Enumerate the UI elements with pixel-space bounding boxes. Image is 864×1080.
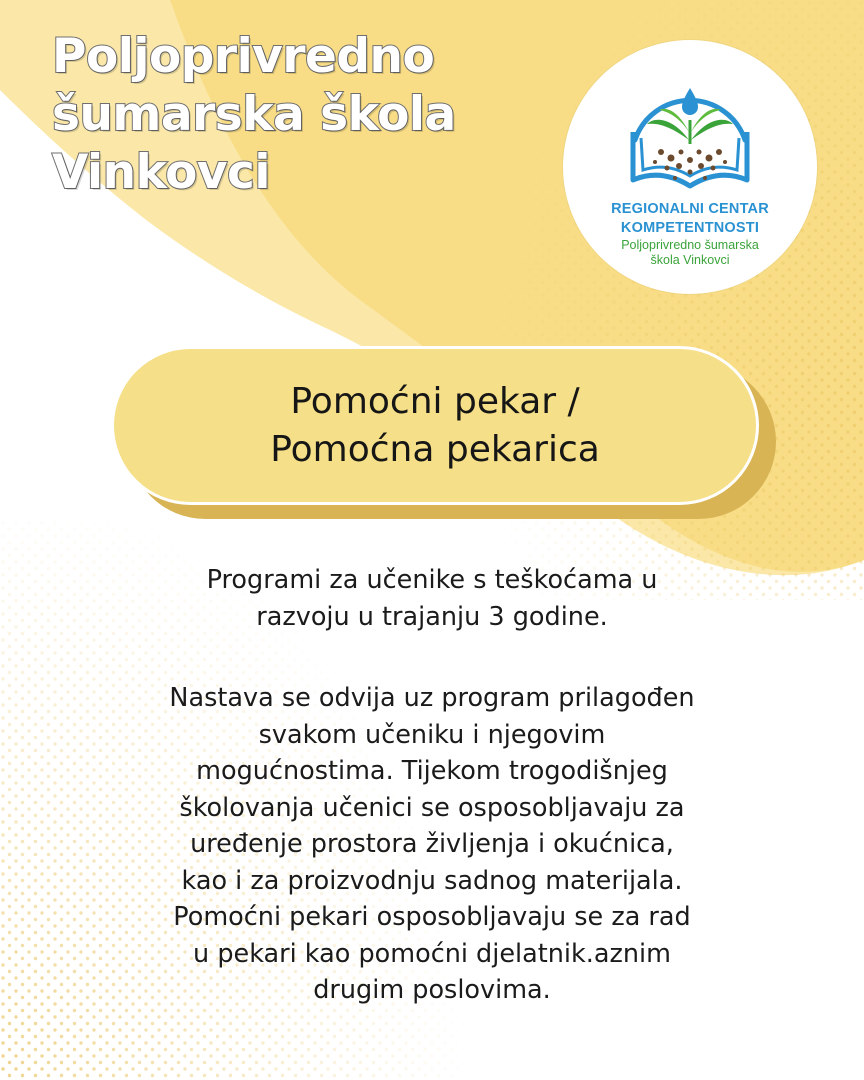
description-line: razvoju u trajanju 3 godine. [256,601,608,632]
description-line: Nastava se odvija uz program prilagođen [169,683,695,713]
school-title-line-2: šumarska škola [52,87,456,142]
program-title-banner [111,346,759,505]
school-title [52,28,456,202]
regional-center-logo [563,40,817,294]
description-line: kao i za proizvodnju sadnog materijala. [181,865,683,896]
logo-line-2: KOMPETENTNOSTI [620,220,760,236]
logo-line-3: Poljoprivredno šumarska [621,238,759,252]
school-title-line-1: Poljoprivredno [52,29,435,84]
program-title-line-1: Pomoćni pekar / [290,380,580,422]
program-title-line-2: Pomoćna pekarica [270,428,600,470]
description-line: Programi za učenike s teškoćama u [206,565,658,595]
description-line: Pomoćni pekari osposobljavaju se za rad [173,902,691,932]
description-line: mogućnostima. Tijekom trogodišnjeg [196,756,668,786]
description-line: u pekari kao pomoćni djelatnik.aznim [193,938,671,969]
description-line: uređenje prostora življenja i okućnica, [190,829,674,859]
description-paragraph-2 [60,680,804,1009]
school-title-line-3: Vinkovci [52,145,271,200]
logo-line-4: škola Vinkovci [650,253,730,267]
description-line: školovanja učenici se osposobljavaju za [179,792,685,823]
description-line: svakom učeniku i njegovim [258,719,606,750]
description-paragraph-1 [60,562,804,635]
description-line: drugim poslovima. [313,975,551,1005]
logo-line-1: REGIONALNI CENTAR [611,201,769,217]
